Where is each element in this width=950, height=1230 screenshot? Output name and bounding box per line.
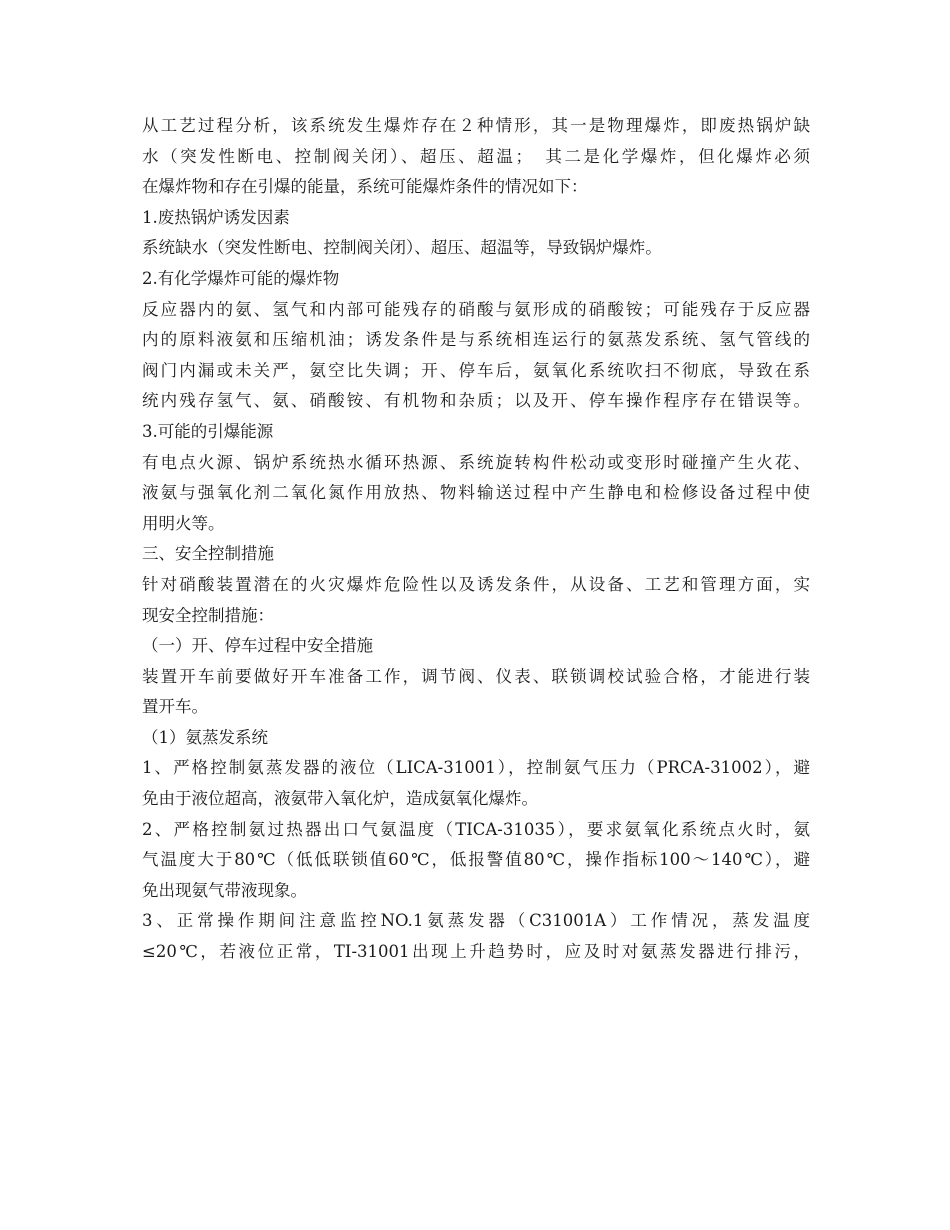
text-line: 内的原料液氨和压缩机油；诱发条件是与系统相连运行的氨蒸发系统、氢气管线的	[142, 330, 810, 350]
text-line: 在爆炸物和存在引爆的能量，系统可能爆炸条件的情况如下：	[142, 177, 588, 197]
document-body	[142, 111, 810, 968]
text-line: 系统缺水（突发性断电、控制阀关闭）、超压、超温等，导致锅炉爆炸。	[142, 238, 662, 258]
text-line: 反应器内的氨、氢气和内部可能残存的硝酸与氨形成的硝酸铵；可能残存于反应器	[142, 299, 810, 319]
text-line: ≤20℃，若液位正常，TI-31001出现上升趋势时，应及时对氨蒸发器进行排污，	[142, 942, 810, 962]
text-line: 三、安全控制措施	[142, 544, 274, 564]
text-line: 统内残存氢气、氨、硝酸铵、有机物和杂质；以及开、停车操作程序存在错误等。	[142, 391, 810, 411]
text-line: 免由于液位超高，液氨带入氧化炉，造成氨氧化爆炸。	[142, 789, 538, 809]
text-line: 现安全控制措施：	[142, 605, 274, 625]
text-line: （一）开、停车过程中安全措施	[142, 636, 373, 656]
text-line: 阀门内漏或未关严，氨空比失调；开、停车后，氨氧化系统吹扫不彻底，导致在系	[142, 360, 810, 380]
text-line: 2、严格控制氨过热器出口气氨温度（TICA-31035），要求氨氧化系统点火时，氨	[142, 819, 810, 839]
text-line: 有电点火源、锅炉系统热水循环热源、系统旋转构件松动或变形时碰撞产生火花、	[142, 452, 810, 472]
text-line: （1）氨蒸发系统	[142, 727, 268, 747]
text-line: 气温度大于80℃（低低联锁值60℃，低报警值80℃，操作指标100～140℃），避	[142, 850, 810, 870]
text-line: 免出现氨气带液现象。	[142, 880, 307, 900]
text-line: 3、正常操作期间注意监控NO.1氨蒸发器（C31001A）工作情况，蒸发温度	[142, 911, 810, 931]
text-line: 水（突发性断电、控制阀关闭）、超压、超温； 其二是化学爆炸，但化爆炸必须	[142, 146, 810, 166]
text-line: 1、严格控制氨蒸发器的液位（LICA-31001），控制氨气压力（PRCA-31002），避	[142, 758, 810, 778]
text-line: 液氨与强氧化剂二氧化氮作用放热、物料输送过程中产生静电和检修设备过程中使	[142, 483, 810, 503]
text-line: 置开车。	[142, 697, 208, 717]
text-line: 1.废热锅炉诱发因素	[142, 207, 290, 227]
text-line: 装置开车前要做好开车准备工作，调节阀、仪表、联锁调校试验合格，才能进行装	[142, 666, 810, 686]
text-line: 从工艺过程分析，该系统发生爆炸存在２种情形，其一是物理爆炸，即废热锅炉缺	[142, 116, 810, 135]
text-line: 针对硝酸装置潜在的火灾爆炸危险性以及诱发条件，从设备、工艺和管理方面，实	[142, 574, 810, 594]
text-line: 用明火等。	[142, 513, 225, 533]
text-line: 2.有化学爆炸可能的爆炸物	[142, 268, 340, 288]
text-line: 3.可能的引爆能源	[142, 421, 274, 441]
